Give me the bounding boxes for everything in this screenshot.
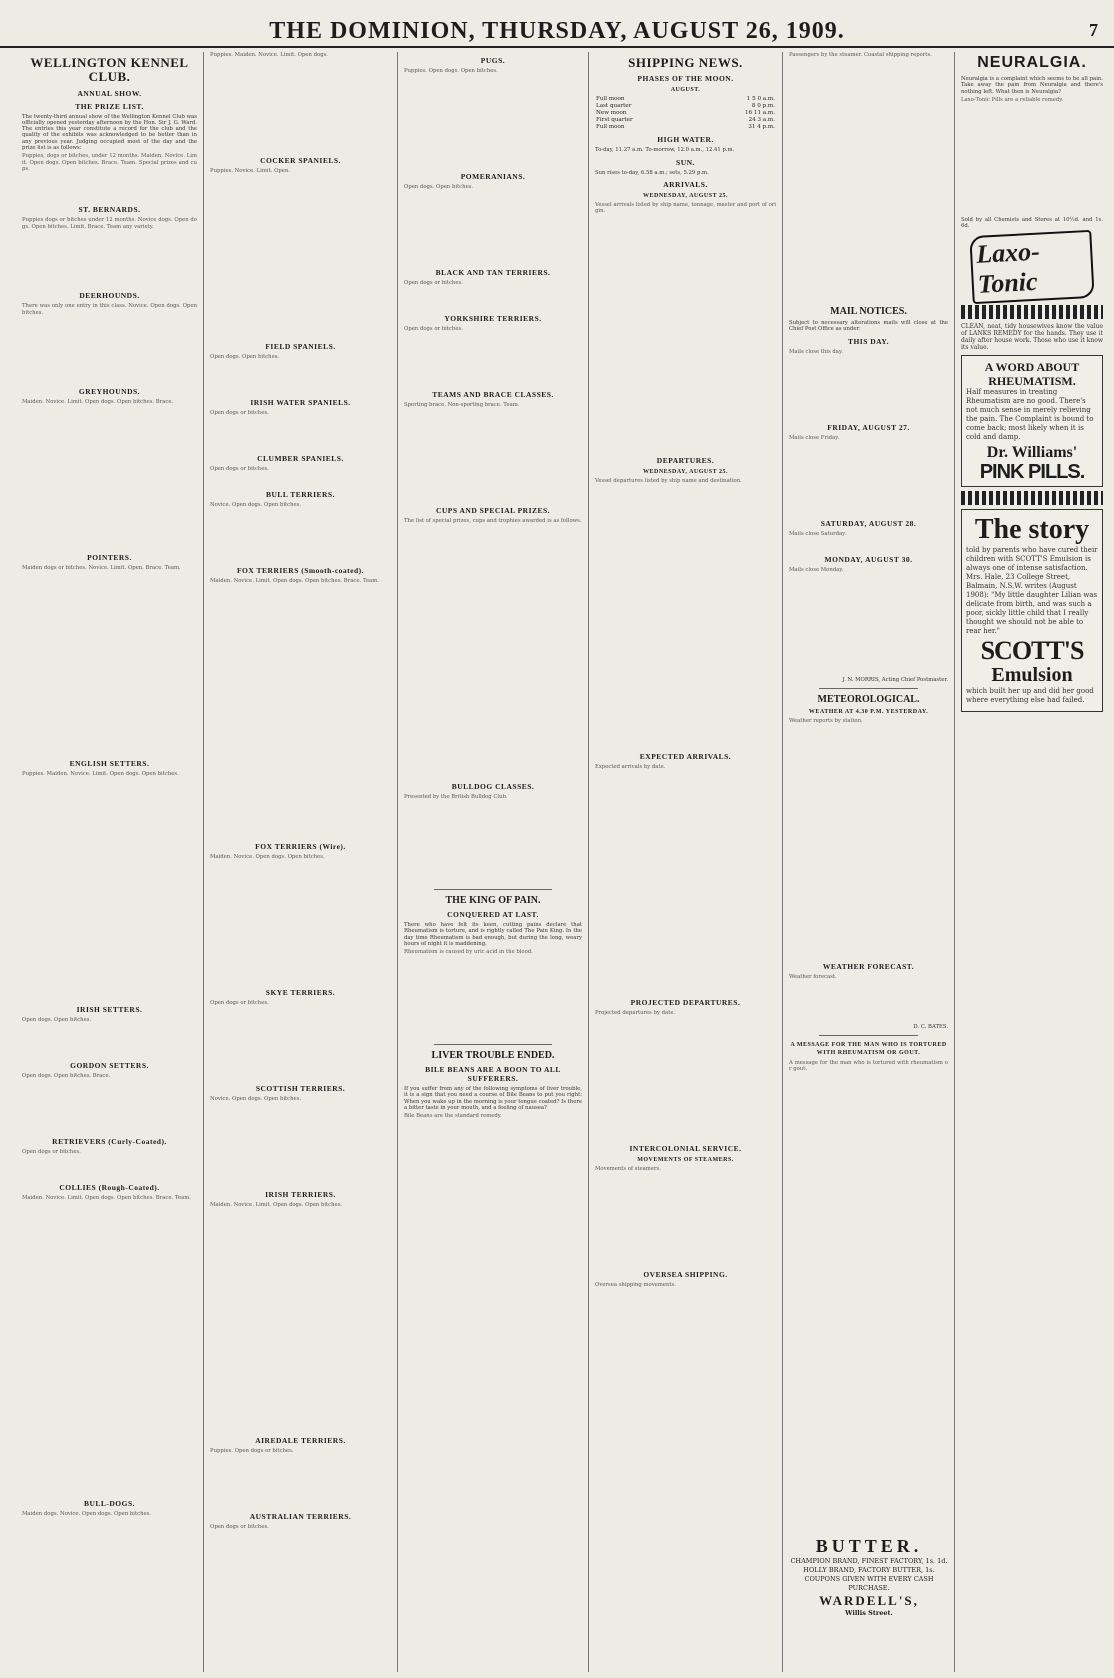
text-block: Movements of steamers. [595, 1165, 661, 1172]
this-day-heading: THIS DAY. [847, 336, 890, 346]
rheumatism-ad-title: A WORD ABOUT RHEUMATISM. [984, 360, 1080, 389]
moon-row [595, 110, 776, 117]
departures-date: WEDNESDAY, AUGUST 25. [643, 468, 728, 475]
rheumatism-ad [961, 355, 1103, 487]
liver-trouble-subheading: BILE BEANS ARE A BOON TO ALL SUFFERERS. [425, 1065, 561, 1084]
moon-phase-label: New moon [596, 110, 627, 117]
divider [434, 1044, 552, 1045]
column-kennel-continued [206, 52, 395, 1672]
text-block: Puppies. Open dogs. Open bitches. [404, 68, 498, 74]
king-of-pain-subheading: CONQUERED AT LAST. [447, 910, 539, 919]
page-number: 7 [1089, 20, 1098, 40]
text-block: Puppies, dogs or bitches, under 12 months. Maiden. Novice. Limit. Open dogs. Open bitches. Brace. Team. Special prizes and cups. [22, 153, 197, 172]
text-block: Vessel departures listed by ship name and destination. [595, 477, 742, 484]
text-block: Puppies. Open dogs or bitches. [210, 1448, 294, 1454]
text-block: Maiden. Novice. Open dogs. Open bitches. [210, 854, 325, 860]
text-block: Projected departures by date. [595, 1009, 676, 1016]
moon-phase-time: 1 5 0 a.m. [746, 96, 775, 103]
text-block: Oversea shipping movements. [595, 1281, 676, 1288]
text-block: Vessel arrivals listed by ship name, tonnage, master and port of origin. [595, 201, 776, 215]
text-block: Open dogs. Open bitches. [210, 354, 280, 360]
section-bulldog-classes: BULLDOG CLASSES. [451, 782, 535, 791]
text-block: Mails close Friday. [789, 434, 840, 441]
column-kennel-and-ads [400, 52, 586, 1672]
butter-ad [786, 1530, 952, 1618]
rheumatism-ad-text: Half measures in treating Rheumatism are no good. There's not much sense in merely relieving the pain. The Complaint is bound to come back; most likely when it is cold and damp. [966, 388, 1094, 442]
high-water-text: To-day, 11.27 a.m. To-morrow, 12.0 a.m., 12.41 p.m. [595, 147, 735, 154]
text-block: Weather reports by station. [789, 717, 863, 724]
section-retrievers: RETRIEVERS (Curly-Coated). [52, 1137, 167, 1147]
section-clumber-spaniels: CLUMBER SPANIELS. [257, 454, 344, 463]
section-airedale-terriers: AIREDALE TERRIERS. [255, 1436, 346, 1445]
sun-text: Sun rises to-day, 6.58 a.m.; sets, 5.29 p.m. [595, 169, 709, 176]
projected-departures-heading: PROJECTED DEPARTURES. [630, 997, 741, 1007]
kennel-heading: WELLINGTON KENNEL CLUB. [30, 55, 189, 85]
shipping-heading: SHIPPING NEWS. [628, 55, 743, 70]
moon-phase-label: Last quarter [596, 103, 632, 110]
section-scottish-terriers: SCOTTISH TERRIERS. [255, 1084, 346, 1093]
column-shipping [591, 52, 780, 1672]
text-block: Maiden. Novice. Limit. Open dogs. Open bitches. Brace. [22, 399, 174, 406]
text-block: Open dogs or bitches. [404, 280, 463, 286]
text-block: Puppies dogs or bitches under 12 months. Novice dogs. Open dogs. Open bitches. Limit. Brace. Team any variety. [22, 217, 197, 230]
expected-arrivals-heading: EXPECTED ARRIVALS. [639, 751, 732, 761]
rheumatism-message-heading: A MESSAGE FOR THE MAN WHO IS TORTURED WITH RHEUMATISM OR GOUT. [790, 1042, 947, 1057]
text-block: Weather forecast. [789, 973, 837, 980]
column-rule [397, 52, 398, 1672]
section-english-setters: ENGLISH SETTERS. [69, 759, 150, 769]
text-block: Open dogs or bitches. [22, 1149, 81, 1156]
section-st-bernards: ST. BERNARDS. [78, 205, 141, 215]
text-block: Passengers by the steamer. Coastal shipping reports. [789, 52, 932, 58]
masthead [0, 18, 1114, 48]
moon-phases-heading: PHASES OF THE MOON. [637, 74, 734, 84]
divider [819, 688, 918, 689]
liver-trouble-heading: LIVER TROUBLE ENDED. [431, 1050, 555, 1062]
decorative-band [961, 491, 1103, 505]
column-kennel-club [18, 52, 201, 1672]
masthead-title: THE DOMINION, THURSDAY, AUGUST 26, 1909. [269, 18, 845, 44]
butter-title: BUTTER. [815, 1536, 923, 1556]
section-deerhounds: DEERHOUNDS. [79, 291, 140, 301]
wardells-shop-name: WARDELL'S, [819, 1593, 919, 1608]
moon-phase-time: 16 11 a.m. [745, 110, 775, 117]
text-block: Open dogs or bitches. [210, 1524, 269, 1530]
section-cups-special-prizes: CUPS AND SPECIAL PRIZES. [435, 506, 551, 515]
text-block: Maiden dogs. Novice. Open dogs. Open bitches. [22, 1511, 152, 1518]
arrivals-date: WEDNESDAY, AUGUST 25. [643, 192, 728, 199]
text-block: A message for the man who is tortured with rheumatism or gout. [789, 1060, 948, 1073]
text-block: Novice. Open dogs. Open bitches. [210, 1096, 302, 1102]
butter-line-holly: HOLLY BRAND, FACTORY BUTTER, 1s. [803, 1566, 935, 1574]
text-block: Open dogs or bitches. [210, 1000, 269, 1006]
intercolonial-heading: INTERCOLONIAL SERVICE. [629, 1143, 742, 1153]
laxo-tonic-logo: Laxo-Tonic [969, 230, 1094, 304]
text-block: There was only one entry in this class. Novice. Open dogs. Open bitches. [22, 303, 197, 316]
neuralgia-ad-heading: NEURALGIA. [977, 54, 1087, 71]
text-block: Rheumatism is caused by uric acid in the blood. [404, 949, 533, 956]
section-collies: COLLIES (Rough-Coated). [59, 1183, 160, 1193]
text-block: Open dogs or bitches. [210, 410, 269, 416]
forecast-heading: WEATHER FORECAST. [822, 961, 915, 971]
moon-phase-time: 24 3 a.m. [748, 117, 775, 124]
section-irish-terriers: IRISH TERRIERS. [265, 1190, 336, 1199]
text-block: Sporting brace. Non-sporting brace. Team. [404, 402, 520, 408]
section-fox-terriers-smooth: FOX TERRIERS (Smooth-coated). [236, 566, 365, 575]
sun-heading: SUN. [676, 157, 695, 167]
mail-intro: Subject to necessary alterations mails will close at the Chief Post Office as under: [789, 320, 948, 333]
section-irish-setters: IRISH SETTERS. [76, 1005, 143, 1015]
text-block: Maiden. Novice. Limit. Open dogs. Open bitches. [210, 1202, 343, 1208]
text-block: Novice. Open dogs. Open bitches. [210, 502, 302, 508]
dr-williams-label: Dr. Williams' [986, 444, 1078, 462]
text-block: Mails close Saturday. [789, 530, 847, 537]
section-teams-brace: TEAMS AND BRACE CLASSES. [432, 390, 554, 399]
moon-phase-label: Full moon [596, 96, 625, 103]
section-greyhounds: GREYHOUNDS. [78, 387, 141, 397]
section-cocker-spaniels: COCKER SPANIELS. [260, 156, 341, 165]
forecast-signature: D. C. BATES. [913, 1023, 948, 1030]
arrivals-heading: ARRIVALS. [663, 179, 708, 189]
wardells-street: Willis Street. [845, 1609, 893, 1617]
butter-line-champion: CHAMPION BRAND, FINEST FACTORY, 1s. 1d. [790, 1557, 948, 1565]
decorative-band [961, 305, 1103, 319]
text-block: Mails close Monday. [789, 566, 844, 573]
moon-phase-time: 31 4 p.m. [748, 124, 775, 131]
moon-phase-label: Full moon [596, 124, 625, 131]
divider [819, 1035, 918, 1036]
column-rule [954, 52, 955, 1672]
scotts-emulsion-ad [961, 509, 1103, 712]
moon-row [595, 117, 776, 124]
text-block: Presented by the British Bulldog Club. [404, 794, 508, 800]
moon-row [595, 124, 776, 131]
moon-row [595, 103, 776, 110]
section-gordon-setters: GORDON SETTERS. [70, 1061, 149, 1071]
text-block: Maiden. Novice. Limit. Open dogs. Open bitches. Brace. Team. [210, 578, 379, 584]
text-block: Expected arrivals by date. [595, 763, 666, 770]
section-yorkshire-terriers: YORKSHIRE TERRIERS. [444, 314, 542, 323]
section-field-spaniels: FIELD SPANIELS. [265, 342, 336, 351]
moon-phase-label: First quarter [596, 117, 633, 124]
section-pomeranians: POMERANIANS. [460, 172, 526, 181]
butter-line-coupons: COUPONS GIVEN WITH EVERY CASH PURCHASE. [804, 1575, 934, 1592]
emulsion-tagline: which built her up and did her good where everything else had failed. [966, 687, 1094, 705]
section-black-tan-terriers: BLACK AND TAN TERRIERS. [435, 268, 551, 277]
section-australian-terriers: AUSTRALIAN TERRIERS. [249, 1512, 352, 1521]
section-irish-water-spaniels: IRISH WATER SPANIELS. [250, 398, 351, 407]
meteorological-heading: METEOROLOGICAL. [817, 693, 920, 705]
divider [434, 889, 552, 890]
text-block: Puppies. Novice. Limit. Open. [210, 168, 291, 174]
laxo-sold-by: Sold by all Chemists and Stores at 10½d. and 1s. 6d. [961, 216, 1103, 230]
scotts-brand: SCOTT'S [980, 636, 1084, 666]
text-block: Laxo-Tonic Pills are a reliable remedy. [961, 96, 1064, 103]
oversea-shipping-heading: OVERSEA SHIPPING. [643, 1269, 728, 1279]
text-block: Puppies. Maiden. Novice. Limit. Open dogs. [210, 52, 328, 58]
column-mail-meteorological [785, 52, 952, 1672]
section-pugs: PUGS. [480, 56, 506, 65]
text-block: Maiden. Novice. Limit. Open dogs. Open bitches. Brace. Team. [22, 1195, 191, 1202]
departures-heading: DEPARTURES. [656, 455, 715, 465]
text-block: Maiden dogs or bitches. Novice. Limit. Open. Brace. Team. [22, 565, 181, 572]
king-of-pain-heading: THE KING OF PAIN. [445, 895, 541, 906]
saturday-heading: SATURDAY, AUGUST 28. [820, 518, 917, 528]
liver-trouble-text: If you suffer from any of the following symptoms of liver trouble, it is a sign that you need a course of Bile Beans to put you right: When you wake up in the morning is your tongue coated? Is there a bitter taste in your mouth, and a feeling of nausea? [404, 1086, 582, 1112]
text-block: Puppies. Maiden. Novice. Limit. Open dogs. Open bitches. [22, 771, 179, 778]
column-rule [588, 52, 589, 1672]
column-rule [782, 52, 783, 1672]
movements-heading: MOVEMENTS OF STEAMERS. [637, 1156, 734, 1163]
text-block: Bile Beans are the standard remedy. [404, 1113, 502, 1120]
monday-heading: MONDAY, AUGUST 30. [824, 554, 913, 564]
text-block: Open dogs or bitches. [404, 326, 463, 332]
emulsion-label: Emulsion [991, 664, 1073, 687]
king-of-pain-text: There who have felt its keen, cutting pains declare that Rheumatism is torture, and is rightly called The Pain King. In the day time Rheumatism is bad enough, but during the long, weary hours of night it is maddening. [404, 922, 582, 947]
high-water-heading: HIGH WATER. [657, 135, 714, 145]
column-advertisements [957, 52, 1107, 1672]
section-pointers: POINTERS. [87, 553, 132, 563]
moon-month: AUGUST. [670, 87, 701, 94]
lanks-remedy-ad: CLEAN, neat, tidy housewives know the value of LANKS REMEDY for the hands. They use it daily after house work. Those who use it know its value. [961, 323, 1103, 352]
weather-heading: WEATHER AT 4.30 P.M. YESTERDAY. [808, 708, 929, 715]
kennel-intro: The twenty-third annual show of the Wellington Kennel Club was officially opened yesterday afternoon by the Hon. Sir J. G. Ward. The entries this year constitute a record for the club and the quality of the exhibits was acknowledged to be better than in any previous year. Judging occupied most of the day and the prize list is as follows: [22, 113, 197, 152]
kennel-subheading: ANNUAL SHOW. [77, 88, 142, 98]
section-fox-terriers-wire: FOX TERRIERS (Wire). [255, 842, 346, 851]
moon-phase-time: 8 0 p.m. [751, 103, 775, 110]
text-block: Open dogs. Open bitches. [22, 1017, 92, 1024]
prize-list-heading: THE PRIZE LIST. [75, 101, 144, 111]
the-story-heading: The story [974, 514, 1090, 546]
moon-row [595, 96, 776, 103]
mail-notices-heading: MAIL NOTICES. [830, 306, 907, 317]
friday-heading: FRIDAY, AUGUST 27. [827, 422, 910, 432]
pink-pills-label: PINK PILLS. [979, 461, 1085, 484]
section-bull-terriers: BULL TERRIERS. [266, 490, 335, 499]
text-block: The list of special prizes, cups and trophies awarded is as follows. [404, 518, 582, 524]
text-block: Open dogs or bitches. [210, 466, 269, 472]
section-skye-terriers: SKYE TERRIERS. [265, 988, 336, 997]
story-text: told by parents who have cured their children with SCOTT'S Emulsion is always one of intense satisfaction. Mrs. Hale, 23 College Street, Balmain, N.S.W. writes (August 1908): "My little daughter Lilian was delicate from birth, and was such a poor, sickly little child that I really thought we should not be able to rear her." [966, 546, 1098, 636]
postmaster-signature: J. N. MORRIS, Acting Chief Postmaster. [842, 676, 948, 683]
neuralgia-ad-text: Neuralgia is a complaint which seems to be all pain. Take away the pain from Neuralgia and there's nothing left. What then is Neuralgia? [961, 76, 1103, 95]
section-bulldogs: BULL-DOGS. [83, 1499, 136, 1509]
column-rule [203, 52, 204, 1672]
text-block: Open dogs. Open bitches. [404, 184, 474, 190]
moon-table [595, 96, 776, 131]
text-block: Open dogs. Open bitches. Brace. [22, 1073, 111, 1080]
text-block: Mails close this day. [789, 348, 843, 355]
